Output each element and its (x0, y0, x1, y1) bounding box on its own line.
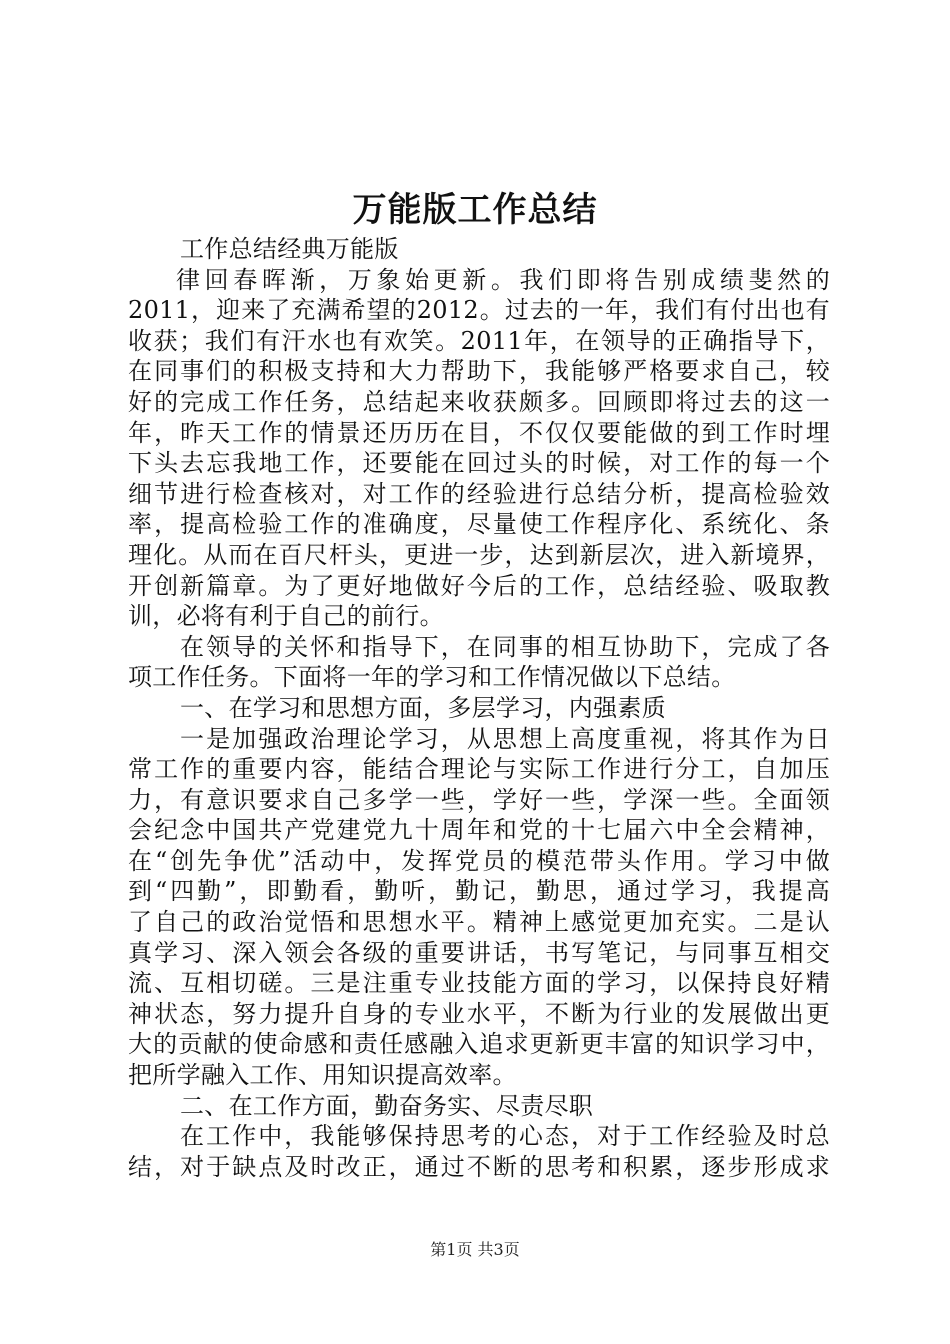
paragraph-line: 把所学融入工作、用知识提高效率。 (128, 1061, 517, 1090)
paragraph-line: 2011，迎来了充满希望的2012。过去的一年，我们有付出也有 (128, 296, 830, 325)
paragraph-line: 项工作任务。下面将一年的学习和工作情况做以下总结。 (128, 663, 736, 692)
paragraph-line: 在领导的关怀和指导下，在同事的相互协助下，完成了各 (180, 632, 830, 661)
document-title: 万能版工作总结 (352, 190, 598, 230)
paragraph-line: 神状态，努力提升自身的专业水平，不断为行业的发展做出更 (128, 999, 830, 1028)
paragraph-line: 在同事们的积极支持和大力帮助下，我能够严格要求自己，较 (128, 357, 830, 386)
section-heading: 一、在学习和思想方面，多层学习，内强素质 (180, 693, 666, 722)
paragraph-line: 训，必将有利于自己的前行。 (128, 602, 444, 631)
paragraph-line: 大的贡献的使命感和责任感融入追求更新更丰富的知识学习中， (128, 1030, 830, 1059)
paragraph-line: 会纪念中国共产党建党九十周年和党的十七届六中全会精神， (128, 816, 830, 845)
paragraph-line: 率，提高检验工作的准确度，尽量使工作程序化、系统化、条 (128, 510, 830, 539)
document-subtitle: 工作总结经典万能版 (180, 235, 399, 263)
paragraph-line: 一是加强政治理论学习，从思想上高度重视，将其作为日 (180, 724, 830, 753)
paragraph-line: 了自己的政治觉悟和思想水平。精神上感觉更加充实。二是认 (128, 908, 830, 937)
paragraph-line: 到“四勤”，即勤看，勤听，勤记，勤思，通过学习，我提高 (128, 877, 830, 906)
paragraph-line: 好的完成工作任务，总结起来收获颇多。回顾即将过去的这一 (128, 387, 830, 416)
paragraph-line: 结，对于缺点及时改正，通过不断的思考和积累，逐步形成求 (128, 1152, 830, 1181)
paragraph-line: 收获；我们有汗水也有欢笑。2011年，在领导的正确指导下， (128, 326, 830, 355)
paragraph-line: 流、互相切磋。三是注重专业技能方面的学习，以保持良好精 (128, 969, 830, 998)
section-heading: 二、在工作方面，勤奋务实、尽责尽职 (180, 1091, 594, 1120)
paragraph-line: 在“创先争优”活动中，发挥党员的模范带头作用。学习中做 (128, 846, 830, 875)
paragraph-line: 开创新篇章。为了更好地做好今后的工作，总结经验、吸取教 (128, 571, 830, 600)
page-number-footer: 第1页 共3页 (430, 1240, 520, 1259)
paragraph-line: 细节进行检查核对，对工作的经验进行总结分析，提高检验效 (128, 479, 830, 508)
paragraph-line: 常工作的重要内容，能结合理论与实际工作进行分工，自加压 (128, 755, 830, 784)
paragraph-line: 下头去忘我地工作，还要能在回过头的时候，对工作的每一个 (128, 449, 830, 478)
paragraph-line: 力，有意识要求自己多学一些，学好一些，学深一些。全面领 (128, 785, 830, 814)
paragraph-line: 在工作中，我能够保持思考的心态，对于工作经验及时总 (180, 1122, 830, 1151)
document-body (128, 234, 830, 1182)
paragraph-line: 真学习、深入领会各级的重要讲话，书写笔记，与同事互相交 (128, 938, 830, 967)
paragraph-line: 年，昨天工作的情景还历历在目，不仅仅要能做的到工作时埋 (128, 418, 830, 447)
paragraph-line: 律回春晖渐，万象始更新。我们即将告别成绩斐然的 (176, 265, 830, 294)
paragraph-line: 理化。从而在百尺杆头，更进一步，达到新层次，进入新境界， (128, 540, 830, 569)
